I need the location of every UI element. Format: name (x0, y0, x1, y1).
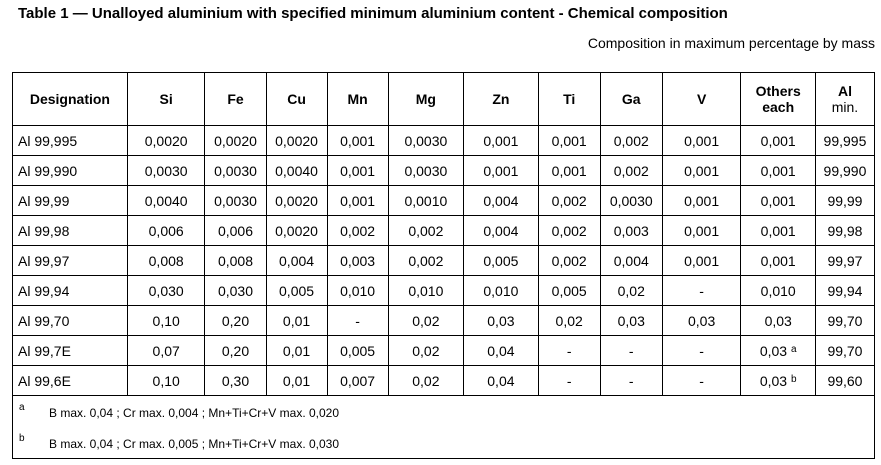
cell-designation: Al 99,94 (13, 276, 128, 306)
cell-ga: - (600, 366, 662, 396)
table-header (13, 73, 875, 126)
cell-ga: 0,003 (600, 216, 662, 246)
cell-al-min: 99,98 (815, 216, 874, 246)
cell-ti: 0,02 (538, 306, 600, 336)
cell-ga: 0,03 (600, 306, 662, 336)
table-row (13, 216, 875, 246)
cell-mn: 0,010 (327, 276, 388, 306)
cell-v: - (662, 276, 741, 306)
header-zn: Zn (464, 73, 539, 126)
header-others-line1: Others (755, 83, 801, 99)
footnote-a (13, 396, 874, 427)
cell-fe: 0,0030 (205, 186, 266, 216)
cell-mn: 0,005 (327, 336, 388, 366)
table-row (13, 186, 875, 216)
cell-zn: 0,010 (464, 276, 539, 306)
cell-mn: - (327, 306, 388, 336)
cell-ti: - (538, 336, 600, 366)
cell-fe: 0,006 (205, 216, 266, 246)
cell-others-each: 0,010 (741, 276, 816, 306)
cell-mg: 0,0010 (388, 186, 464, 216)
footnote-cell (13, 396, 875, 459)
footnote-mark: a (19, 402, 25, 413)
cell-fe: 0,030 (205, 276, 266, 306)
cell-others-each: 0,001 (741, 246, 816, 276)
cell-fe: 0,008 (205, 246, 266, 276)
cell-mn: 0,001 (327, 156, 388, 186)
cell-si: 0,07 (127, 336, 205, 366)
cell-ga: 0,002 (600, 126, 662, 156)
cell-zn: 0,004 (464, 216, 539, 246)
cell-zn: 0,005 (464, 246, 539, 276)
cell-designation: Al 99,97 (13, 246, 128, 276)
header-si: Si (127, 73, 205, 126)
cell-si: 0,10 (127, 306, 205, 336)
cell-mg: 0,002 (388, 216, 464, 246)
cell-mg: 0,010 (388, 276, 464, 306)
cell-v: - (662, 336, 741, 366)
footnote-mark: b (19, 433, 25, 444)
cell-ti: 0,002 (538, 216, 600, 246)
header-row (13, 73, 875, 126)
cell-cu: 0,0040 (266, 156, 327, 186)
cell-zn: 0,04 (464, 366, 539, 396)
footnote-row (13, 396, 875, 459)
cell-value: 0,03 (759, 342, 788, 359)
table-subtitle: Composition in maximum percentage by mass (587, 35, 875, 51)
cell-v: 0,001 (662, 216, 741, 246)
cell-fe: 0,20 (205, 306, 266, 336)
cell-ti: 0,002 (538, 246, 600, 276)
footnote-b (13, 427, 874, 458)
cell-al-min: 99,995 (815, 126, 874, 156)
cell-mg: 0,02 (388, 336, 464, 366)
cell-si: 0,0020 (127, 126, 205, 156)
header-mg: Mg (388, 73, 464, 126)
cell-v: 0,001 (662, 126, 741, 156)
cell-cu: 0,005 (266, 276, 327, 306)
cell-designation: Al 99,99 (13, 186, 128, 216)
cell-si: 0,10 (127, 366, 205, 396)
header-designation: Designation (13, 73, 128, 126)
cell-ti: 0,005 (538, 276, 600, 306)
cell-si: 0,006 (127, 216, 205, 246)
cell-al-min: 99,70 (815, 336, 874, 366)
cell-v: 0,001 (662, 246, 741, 276)
cell-mn: 0,007 (327, 366, 388, 396)
cell-al-min: 99,70 (815, 306, 874, 336)
table-row (13, 306, 875, 336)
cell-al-min: 99,60 (815, 366, 874, 396)
cell-fe: 0,0020 (205, 126, 266, 156)
cell-ti: 0,001 (538, 126, 600, 156)
cell-v: 0,03 (662, 306, 741, 336)
cell-cu: 0,0020 (266, 186, 327, 216)
cell-others-each: 0,03 (741, 306, 816, 336)
cell-ga: - (600, 336, 662, 366)
composition-table (12, 72, 875, 459)
cell-zn: 0,03 (464, 306, 539, 336)
cell-ga: 0,002 (600, 156, 662, 186)
cell-mg: 0,002 (388, 246, 464, 276)
cell-ga: 0,02 (600, 276, 662, 306)
header-fe: Fe (205, 73, 266, 126)
header-cu: Cu (266, 73, 327, 126)
table-row (13, 126, 875, 156)
cell-cu: 0,01 (266, 336, 327, 366)
cell-cu: 0,01 (266, 366, 327, 396)
table-row (13, 156, 875, 186)
cell-mg: 0,02 (388, 306, 464, 336)
cell-v: 0,001 (662, 186, 741, 216)
cell-others-each: 0,001 (741, 186, 816, 216)
footnote-reference: b (790, 373, 797, 385)
header-ti: Ti (538, 73, 600, 126)
cell-others-each: 0,001 (741, 126, 816, 156)
cell-al-min: 99,990 (815, 156, 874, 186)
cell-designation: Al 99,995 (13, 126, 128, 156)
cell-others-each: 0,001 (741, 156, 816, 186)
cell-cu: 0,004 (266, 246, 327, 276)
cell-zn: 0,001 (464, 156, 539, 186)
footnote-text: B max. 0,04 ; Cr max. 0,004 ; Mn+Ti+Cr+V max. 0,020 (49, 406, 340, 420)
table-row (13, 336, 875, 366)
header-mn: Mn (327, 73, 388, 126)
cell-fe: 0,0030 (205, 156, 266, 186)
cell-mg: 0,0030 (388, 156, 464, 186)
cell-si: 0,0040 (127, 186, 205, 216)
cell-mn: 0,001 (327, 126, 388, 156)
cell-zn: 0,04 (464, 336, 539, 366)
cell-designation: Al 99,6E (13, 366, 128, 396)
cell-si: 0,030 (127, 276, 205, 306)
cell-others-each (741, 336, 816, 366)
table-footnotes (13, 396, 875, 459)
header-al-min (815, 73, 874, 126)
cell-designation: Al 99,7E (13, 336, 128, 366)
cell-designation: Al 99,990 (13, 156, 128, 186)
cell-cu: 0,0020 (266, 216, 327, 246)
table-title: Table 1 — Unalloyed aluminium with specified minimum aluminium content - Chemical composition (18, 5, 728, 22)
cell-designation: Al 99,98 (13, 216, 128, 246)
cell-mg: 0,0030 (388, 126, 464, 156)
cell-ti: 0,001 (538, 156, 600, 186)
header-al-line2: min. (831, 99, 859, 115)
table-row (13, 366, 875, 396)
cell-others-each (741, 366, 816, 396)
cell-mg: 0,02 (388, 366, 464, 396)
cell-cu: 0,01 (266, 306, 327, 336)
cell-v: - (662, 366, 741, 396)
cell-ga: 0,0030 (600, 186, 662, 216)
footnote-text: B max. 0,04 ; Cr max. 0,005 ; Mn+Ti+Cr+V max. 0,030 (49, 437, 340, 451)
header-ga: Ga (600, 73, 662, 126)
cell-designation: Al 99,70 (13, 306, 128, 336)
cell-ti: - (538, 366, 600, 396)
cell-al-min: 99,99 (815, 186, 874, 216)
table-body (13, 126, 875, 396)
header-v: V (662, 73, 741, 126)
cell-cu: 0,0020 (266, 126, 327, 156)
header-others-each (741, 73, 816, 126)
cell-mn: 0,003 (327, 246, 388, 276)
header-others-line2: each (762, 99, 795, 115)
table-row (13, 246, 875, 276)
cell-mn: 0,001 (327, 186, 388, 216)
cell-al-min: 99,94 (815, 276, 874, 306)
cell-si: 0,008 (127, 246, 205, 276)
cell-mn: 0,002 (327, 216, 388, 246)
header-al-line1: Al (837, 83, 852, 99)
cell-value: 0,03 (759, 372, 788, 389)
cell-al-min: 99,97 (815, 246, 874, 276)
cell-si: 0,0030 (127, 156, 205, 186)
cell-fe: 0,30 (205, 366, 266, 396)
cell-ga: 0,004 (600, 246, 662, 276)
cell-ti: 0,002 (538, 186, 600, 216)
cell-fe: 0,20 (205, 336, 266, 366)
cell-zn: 0,004 (464, 186, 539, 216)
footnote-reference: a (790, 343, 797, 355)
cell-others-each: 0,001 (741, 216, 816, 246)
table-row (13, 276, 875, 306)
cell-v: 0,001 (662, 156, 741, 186)
cell-zn: 0,001 (464, 126, 539, 156)
